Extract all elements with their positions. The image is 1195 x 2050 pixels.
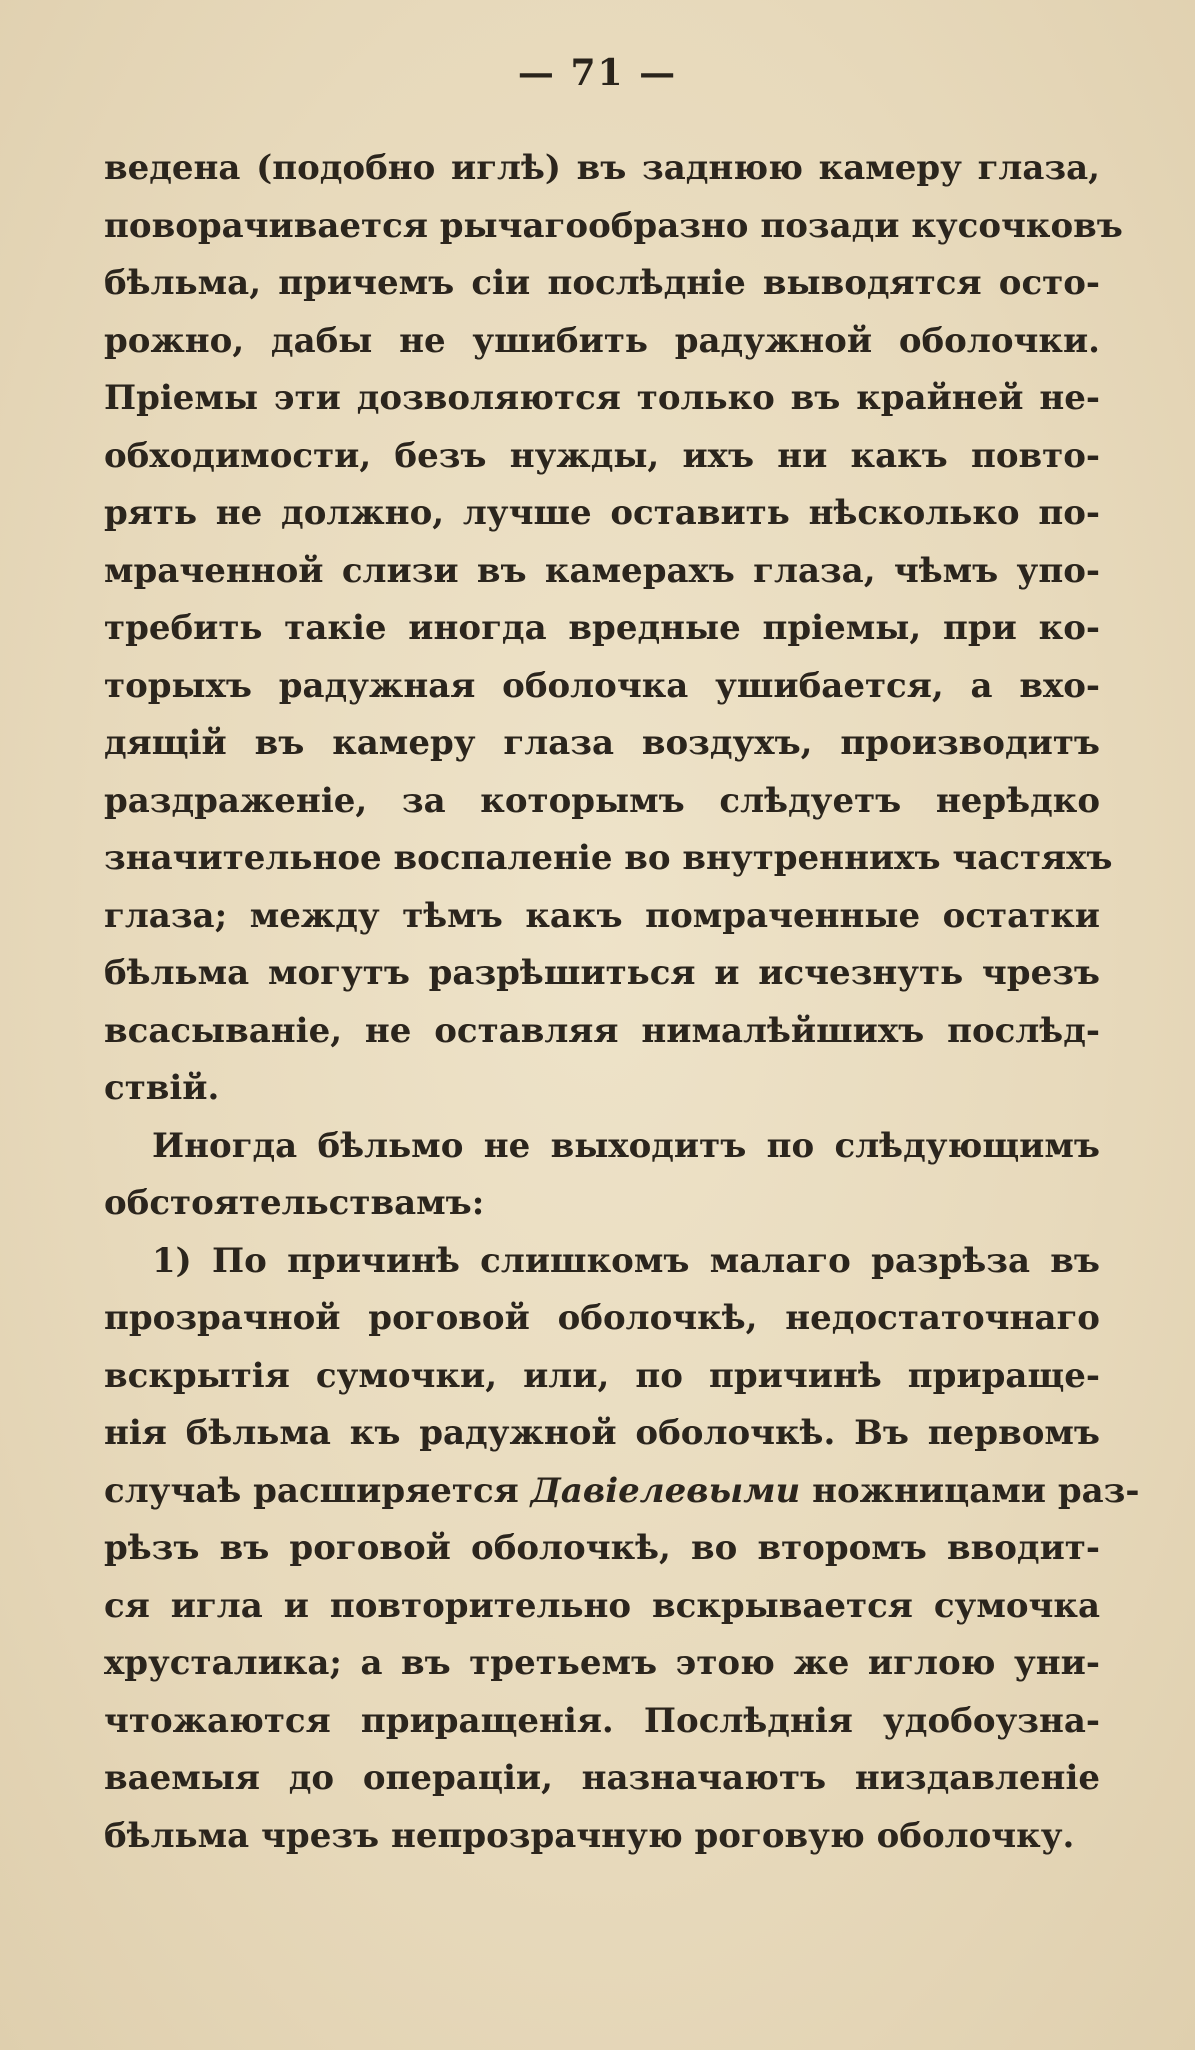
text-line: всасываніе, не оставляя нималѣйшихъ послѣд- [104,1010,1100,1051]
text-line: поворачивается рычагообразно позади кусочковъ [104,205,1123,246]
text-segment: случаѣ расширяется [104,1470,519,1511]
text-line: Иногда бѣльмо не выходитъ по слѣдующимъ [152,1125,1100,1166]
text-line: 1) По причинѣ слишкомъ малаго разрѣза въ [152,1240,1100,1281]
paragraph-2 [104,1118,1100,1233]
paragraph-3 [104,1233,1140,1866]
text-line: рожно, дабы не ушибить радужной оболочки. [104,320,1100,361]
text-line: обстоятельствамъ: [104,1183,485,1223]
page-number: — 71 — [517,52,678,94]
text-line: ствій. [104,1068,220,1108]
text-segment: ножницами раз- [812,1470,1140,1511]
text-line: бѣльма, причемъ сіи послѣдніе выводятся осто- [104,263,1100,303]
text-line: глаза; между тѣмъ какъ помраченные остатки [104,895,1100,936]
text-line: торыхъ радужная оболочка ушибается, а вхо- [104,665,1100,706]
text-line: значительное воспаленіе во внутреннихъ частяхъ [104,838,1113,878]
text-line: хрусталика; а въ третьемъ этою же иглою уни- [104,1643,1100,1683]
text-line: обходимости, безъ нужды, ихъ ни какъ повто- [104,435,1100,476]
italic-term: Давіелевыми [530,1470,801,1511]
body-text [104,140,1140,1865]
text-line: рѣзъ въ роговой оболочкѣ, во второмъ вводит- [104,1528,1100,1568]
text-line: бѣльма могутъ разрѣшиться и исчезнуть чрезъ [104,953,1100,993]
text-line: ваемыя до операціи, назначаютъ низдавленіе [104,1758,1100,1798]
text-line: нія бѣльма къ радужной оболочкѣ. Въ первомъ [104,1413,1100,1453]
text-line: раздраженіе, за которымъ слѣдуетъ нерѣдко [104,780,1100,821]
text-line: рять не должно, лучше оставить нѣсколько по- [104,493,1100,533]
text-line: чтожаются приращенія. Послѣднія удобоузна- [104,1700,1100,1741]
text-line-mixed [104,1463,1140,1521]
text-line: прозрачной роговой оболочкѣ, недостаточнаго [104,1298,1100,1338]
text-line: Пріемы эти дозволяются только въ крайней не- [104,378,1100,418]
text-line: вскрытія сумочки, или, по причинѣ прираще- [104,1355,1100,1396]
text-line: ведена (подобно иглѣ) въ заднюю камеру глаза, [104,148,1100,188]
text-line: требить такіе иногда вредные пріемы, при ко- [104,608,1100,648]
text-line: бѣльма чрезъ непрозрачную роговую оболочку. [104,1815,1075,1856]
text-line: ся игла и повторительно вскрывается сумочка [104,1585,1100,1626]
text-line: дящій въ камеру глаза воздухъ, производитъ [104,723,1100,763]
text-line: мраченной слизи въ камерахъ глаза, чѣмъ упо- [104,550,1100,591]
paragraph-1 [104,140,1123,1118]
